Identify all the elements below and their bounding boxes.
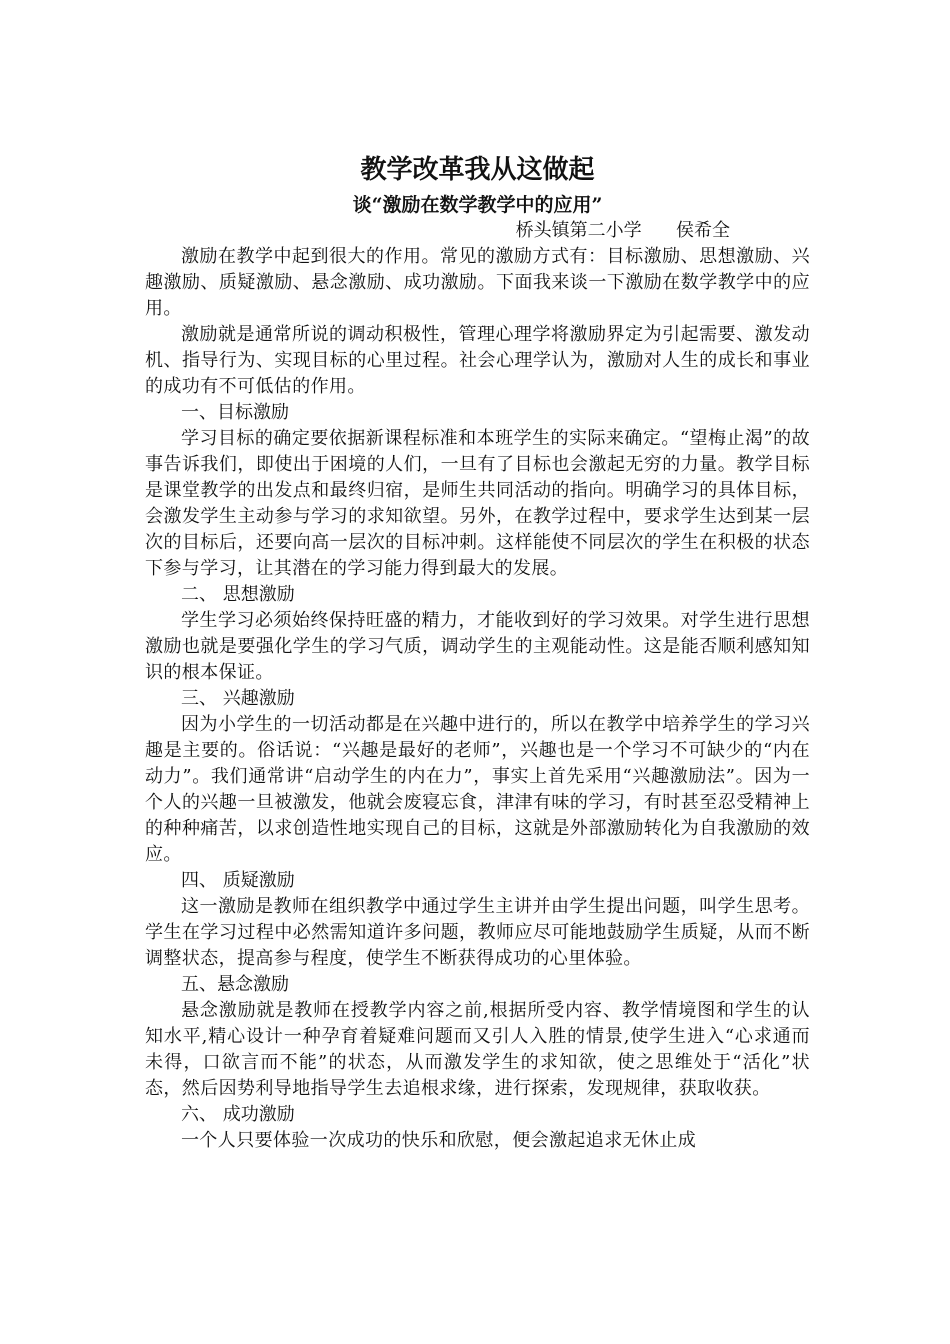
section-heading-goal: 一、目标激励 bbox=[181, 402, 289, 423]
section-heading-thought: 二、 思想激励 bbox=[181, 584, 295, 605]
intro-paragraph-2: 激励就是通常所说的调动积极性，管理心理学将激励界定为引起需要、激发动机、指导行为、实现目标的心里过程。社会心理学认为，激励对人生的成长和事业的成功有不可低估的作用。 bbox=[145, 324, 810, 397]
section-text-goal: 学习目标的确定要依据新课程标准和本班学生的实际来确定。“望梅止渴”的故事告诉我们，即使出于困境的人们，一旦有了目标也会激起无穷的力量。教学目标是课堂教学的出发点和最终归宿，是师生共同活动的指向。明确学习的具体目标，会激发学生主动参与学习的求知欲望。另外，在教学过程中，要求学生达到某一层次的目标后，还要向高一层次的目标冲刺。这样能使不同层次的学生在积极的状态下参与学习，让其潜在的学习能力得到最大的发展。 bbox=[145, 428, 810, 579]
document-subtitle: 谈“激励在数学教学中的应用” bbox=[352, 194, 603, 216]
section-text-interest: 因为小学生的一切活动都是在兴趣中进行的，所以在教学中培养学生的学习兴趣是主要的。俗话说：“兴趣是最好的老师”，兴趣也是一个学习不可缺少的“内在动力”。我们通常讲“启动学生的内在力”，事实上首先采用“兴趣激励法”。因为一个人的兴趣一旦被激发，他就会废寝忘食，津津有味的学习，有时甚至忍受精神上的种种痛苦，以求创造性地实现自己的目标，这就是外部激励转化为自我激励的效应。 bbox=[145, 714, 810, 865]
intro-paragraph-1: 激励在教学中起到很大的作用。常见的激励方式有：目标激励、思想激励、兴趣激励、质疑激励、悬念激励、成功激励。下面我来谈一下激励在数学教学中的应用。 bbox=[145, 246, 810, 319]
section-text-suspense: 悬念激励就是教师在授教学内容之前,根据所受内容、教学情境图和学生的认知水平,精心设计一种孕育着疑难问题而又引人入胜的情景,使学生进入“心求通而未得，口欲言而不能”的状态，从而激发学生的求知欲，使之思维处于“活化”状态，然后因势利导地指导学生去追根求缘，进行探索，发现规律，获取收获。 bbox=[145, 1000, 810, 1099]
section-text-success: 一个人只要体验一次成功的快乐和欣慰，便会激起追求无休止成 bbox=[181, 1130, 697, 1151]
section-heading-suspense: 五、悬念激励 bbox=[181, 974, 289, 995]
document-page bbox=[145, 150, 810, 1154]
section-heading-interest: 三、 兴趣激励 bbox=[181, 688, 295, 709]
author-line: 桥头镇第二小学 侯希全 bbox=[515, 220, 730, 241]
section-heading-success: 六、 成功激励 bbox=[181, 1104, 295, 1125]
section-heading-question: 四、 质疑激励 bbox=[181, 870, 295, 891]
section-text-thought: 学生学习必须始终保持旺盛的精力，才能收到好的学习效果。对学生进行思想激励也就是要强化学生的学习气质，调动学生的主观能动性。这是能否顺利感知知识的根本保证。 bbox=[145, 610, 810, 683]
section-text-question: 这一激励是教师在组织教学中通过学生主讲并由学生提出问题，叫学生思考。学生在学习过程中必然需知道许多问题，教师应尽可能地鼓励学生质疑，从而不断调整状态，提高参与程度，使学生不断获得成功的心里体验。 bbox=[145, 896, 810, 969]
document-title: 教学改革我从这做起 bbox=[360, 155, 595, 185]
